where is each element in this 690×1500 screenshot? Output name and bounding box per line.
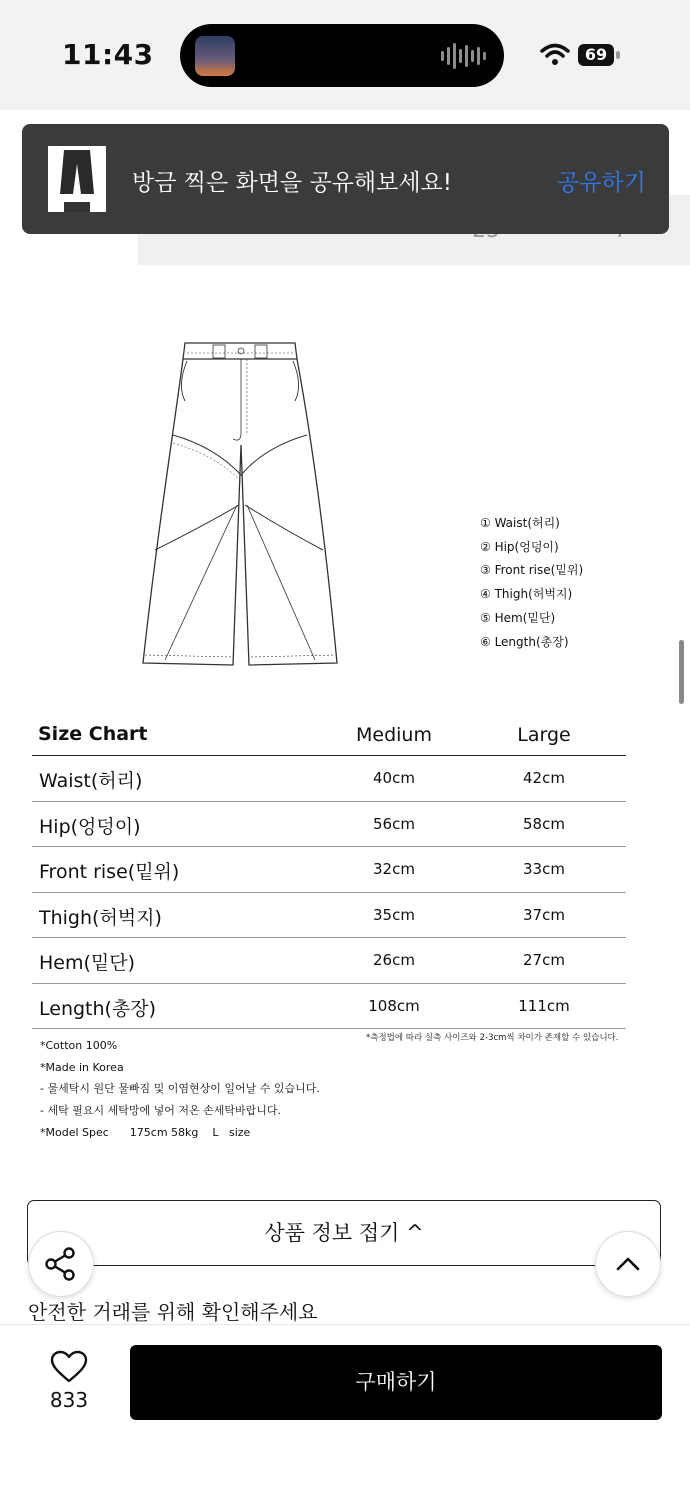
note-line: - 세탁 필요시 세탁망에 넣어 저온 손세탁바랍니다. (40, 1104, 281, 1118)
scrollbar[interactable] (679, 640, 684, 704)
medium-value: 26cm (373, 951, 415, 969)
screenshot-share-toast (22, 124, 669, 234)
toast-message: 방금 찍은 화면을 공유해보세요! (132, 170, 452, 196)
row-label: Thigh(허벅지) (39, 906, 162, 929)
wifi-icon (540, 42, 570, 66)
table-row (32, 756, 626, 802)
pants-size-diagram (135, 335, 345, 675)
row-label: Hip(엉덩이) (39, 815, 141, 838)
battery-icon: 69 (578, 44, 614, 66)
column-header-large: Large (517, 724, 571, 746)
pants-thumbnail-icon (48, 146, 106, 212)
note-line: *Made in Korea (40, 1060, 124, 1074)
scroll-to-top-button[interactable] (595, 1231, 661, 1297)
share-icon (29, 1232, 93, 1296)
note-line: *Model Spec 175cm 58kg L size (40, 1125, 251, 1139)
medium-value: 56cm (373, 814, 415, 833)
table-row (32, 938, 626, 984)
heart-icon[interactable] (50, 1350, 88, 1384)
legend-item: ⑥ Length(총장) (480, 634, 569, 649)
dynamic-island[interactable] (180, 24, 504, 87)
secure-transaction-notice[interactable]: 안전한 거래를 위해 확인해주세요 (28, 1300, 318, 1324)
medium-value: 108cm (368, 996, 420, 1015)
row-label: Front rise(밑위) (39, 861, 180, 883)
large-value: 111cm (518, 996, 570, 1015)
row-label: Hem(밑단) (39, 952, 136, 974)
legend-item: ② Hip(엉덩이) (480, 539, 559, 554)
table-row (32, 847, 626, 893)
battery-tip (616, 51, 620, 59)
large-value: 27cm (523, 951, 565, 969)
size-chart-table (32, 715, 626, 1029)
medium-value: 40cm (373, 769, 415, 787)
table-header (32, 715, 626, 756)
large-value: 33cm (523, 860, 565, 878)
buy-button[interactable]: 구매하기 (130, 1345, 662, 1420)
medium-value: 35cm (373, 905, 415, 924)
chevron-up-icon (596, 1232, 660, 1296)
status-time: 11:43 (62, 38, 154, 71)
column-header-medium: Medium (356, 724, 432, 746)
legend-item: ⑤ Hem(밑단) (480, 610, 556, 625)
measurement-footnote: *측정법에 따라 실측 사이즈와 2-3cm씩 차이가 존재할 수 있습니다. (366, 1033, 619, 1043)
note-line: *Cotton 100% (40, 1039, 118, 1052)
waveform-icon (441, 42, 486, 70)
table-row (32, 984, 626, 1030)
row-label: Waist(허리) (39, 770, 143, 792)
large-value: 58cm (523, 814, 565, 833)
legend-item: ③ Front rise(밑위) (480, 563, 584, 578)
bottom-bar-divider (0, 1324, 690, 1325)
product-notes (40, 1035, 320, 1144)
legend-item: ④ Thigh(허벅지) (480, 587, 573, 602)
large-value: 42cm (523, 769, 565, 787)
now-playing-artwork (195, 36, 235, 76)
row-label: Length(총장) (39, 997, 157, 1020)
measurement-legend (480, 512, 583, 654)
collapse-product-info-button[interactable]: 상품 정보 접기 ^ (27, 1200, 661, 1266)
table-row (32, 802, 626, 848)
legend-item: ① Waist(허리) (480, 516, 560, 530)
screenshot-thumbnail[interactable] (48, 146, 106, 212)
large-value: 37cm (523, 905, 565, 924)
table-title: Size Chart (38, 723, 148, 745)
table-row (32, 893, 626, 939)
like-count: 833 (49, 1388, 89, 1412)
note-line: - 물세탁시 원단 물빠짐 및 이염현상이 일어날 수 있습니다. (40, 1082, 320, 1096)
share-button[interactable] (28, 1231, 94, 1297)
medium-value: 32cm (373, 860, 415, 878)
share-now-button[interactable]: 공유하기 (557, 170, 646, 196)
